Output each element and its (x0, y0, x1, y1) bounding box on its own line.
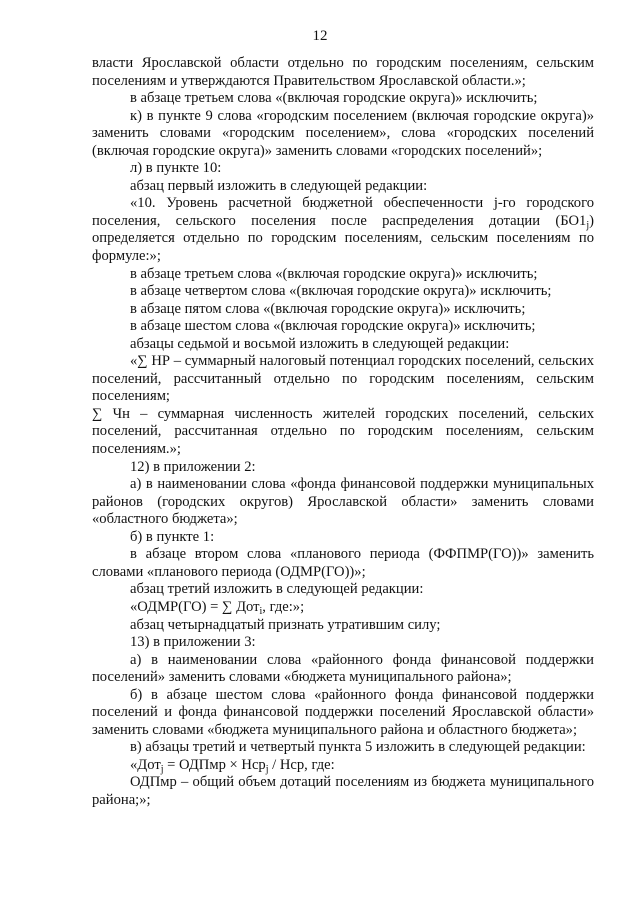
paragraph: в абзаце втором слова «планового периода (ФФПМР(ГО))» заменить словами «планового периода (ОДМР(ГО))»; (92, 546, 594, 580)
paragraph: в абзаце шестом слова «(включая городские округа)» исключить; (130, 318, 536, 335)
text-run: «Дот (130, 756, 161, 773)
paragraph: л) в пункте 10: (130, 160, 222, 177)
subscript: i (259, 605, 263, 617)
paragraph: в абзаце пятом слова «(включая городские округа)» исключить; (130, 300, 526, 317)
text-run: «ОДМР(ГО) = ∑ Дот (130, 598, 260, 615)
paragraph: к) в пункте 9 слова «городским поселением (включая городские округа)» заменить словами «городским поселением», слова «городских поселений (включая городские округа)» заменить словами «городских поселений»; (92, 107, 594, 159)
text-run: / Нср, где: (268, 756, 335, 773)
paragraph (92, 599, 594, 617)
paragraph: а) в наименовании слова «районного фонда финансовой поддержки поселений» заменить словами «бюджета муниципального района»; (92, 651, 594, 686)
text-run: = ОДПмр × Нср (163, 756, 266, 773)
paragraph: в) абзацы третий и четвертый пункта 5 изложить в следующей редакции: (130, 739, 586, 756)
paragraph: б) в пункте 1: (130, 528, 215, 545)
paragraph: абзац четырнадцатый признать утратившим силу; (130, 616, 441, 633)
paragraph: «∑ НР – суммарный налоговый потенциал городских поселений, сельских поселений, рассчитанный отдельно по городским поселениям, сельским поселениям; (92, 353, 594, 405)
paragraph (92, 757, 594, 775)
paragraph: в абзаце третьем слова «(включая городские округа)» исключить; (130, 90, 538, 107)
paragraph: 12) в приложении 2: (130, 458, 256, 475)
paragraph: власти Ярославской области отдельно по городским поселениям, сельским поселениям и утверждаются Правительством Ярославской области.»; (92, 55, 594, 89)
subscript: j (586, 219, 590, 231)
subscript: j (160, 763, 164, 775)
paragraph: абзац третий изложить в следующей редакции: (130, 581, 424, 598)
paragraph: абзац первый изложить в следующей редакции: (130, 177, 428, 194)
paragraph: а) в наименовании слова «фонда финансовой поддержки муниципальных районов (городских округов) Ярославской области» заменить словами «областного бюджета»; (92, 476, 594, 528)
subscript: j (265, 763, 269, 775)
paragraph (92, 195, 594, 265)
paragraph: б) в абзаце шестом слова «районного фонда финансовой поддержки поселений и фонда финансовой поддержки поселений Ярославской области» заменить словами «бюджета муниципального района и областного бюджета»; (92, 686, 594, 738)
paragraph: абзацы седьмой и восьмой изложить в следующей редакции: (130, 335, 510, 352)
paragraph: в абзаце третьем слова «(включая городские округа)» исключить; (130, 265, 538, 282)
text-run: ) определяется отдельно по городским поселениям, сельским поселениям по формуле:»; (92, 212, 594, 265)
text-run: «10. Уровень расчетной бюджетной обеспеченности j-го городского поселения, сельского поселения после распределения дотации (БО1 (92, 195, 594, 229)
paragraph: ∑ Чн – суммарная численность жителей городских поселений, сельских поселений, рассчитанная отдельно по городским поселениям, сельским поселениям.»; (92, 405, 594, 458)
paragraph: в абзаце четвертом слова «(включая городские округа)» исключить; (130, 283, 552, 300)
document-body (92, 55, 594, 810)
paragraph: ОДПмр – общий объем дотаций поселениям из бюджета муниципального района;»; (92, 774, 594, 808)
paragraph: 13) в приложении 3: (130, 634, 256, 651)
page-number: 12 (312, 28, 328, 44)
text-run: , где:»; (262, 598, 305, 615)
